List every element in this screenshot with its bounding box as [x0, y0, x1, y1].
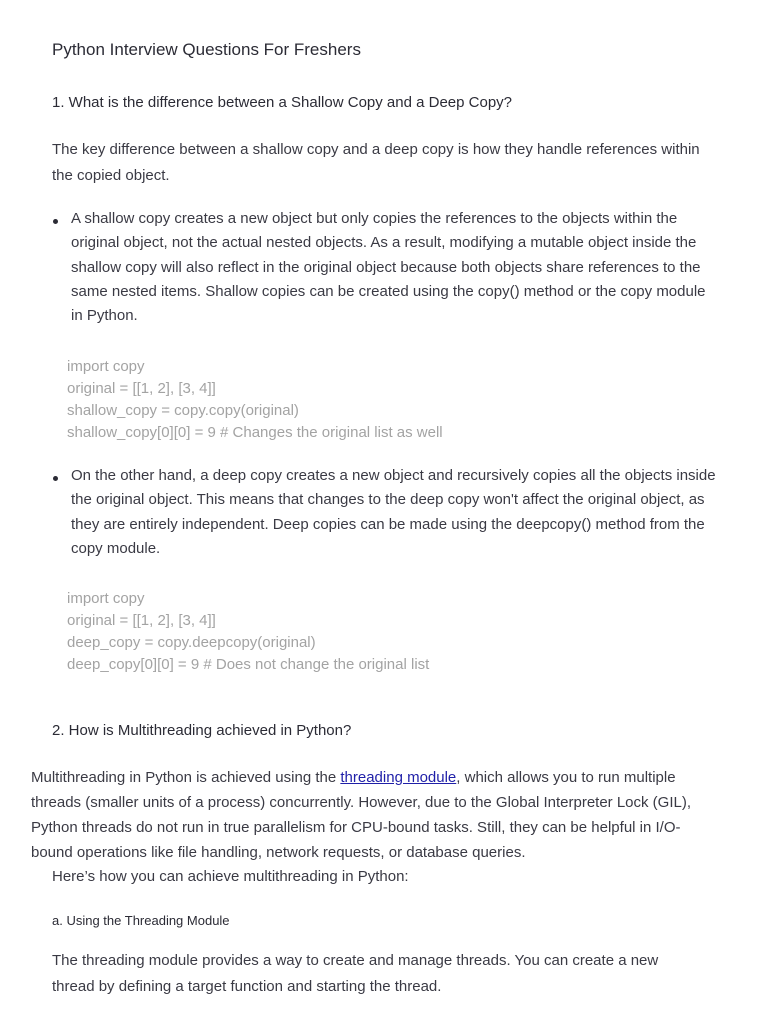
code-block-deep	[67, 588, 429, 676]
code-line: import copy	[67, 590, 145, 607]
threading-module-paragraph: The threading module provides a way to create and manage threads. You can create a new thread by deﬁning a target function and starting the thread.	[52, 952, 659, 995]
code-line: deep_copy[0][0] = 9 # Does not change the original list	[67, 656, 430, 673]
code-line: import copy	[67, 358, 145, 375]
code-line: deep_copy = copy.deepcopy(original)	[67, 634, 316, 651]
question-1-intro: The key difference between a shallow copy and a deep copy is how they handle references within the copied object.	[52, 141, 700, 184]
code-line: shallow_copy = copy.copy(original)	[67, 402, 299, 419]
paragraph-text: , which allows you to run multiple threads (smaller units of a process) concurrently. However, due to the Global Interpreter Lock (GIL), Python threads do not run in true parallelism for CPU-bound tasks. Still, they can be helpful in I/O-bound operations like ﬁle handling, network requests, or database queries.	[31, 769, 692, 861]
paragraph-text: Multithreading in Python is achieved using the	[31, 769, 341, 786]
bullet-dot	[53, 476, 58, 481]
code-line: original = [[1, 2], [3, 4]]	[67, 612, 216, 629]
multithreading-paragraph	[31, 765, 711, 865]
question-1-heading: 1. What is the difference between a Shallow Copy and a Deep Copy?	[52, 94, 513, 111]
deep-copy-bullet: On the other hand, a deep copy creates a new object and recursively copies all the objects inside the original object. This means that changes to the deep copy won't affect the original object, as they are entirely independent. Deep copies can be made using the deepcopy() method from the copy module.	[71, 467, 716, 557]
bullet-dot	[53, 219, 58, 224]
threading-module-link[interactable]: threading module	[340, 769, 457, 786]
page-title: Python Interview Questions For Freshers	[52, 40, 361, 59]
code-line: original = [[1, 2], [3, 4]]	[67, 380, 216, 397]
code-line: shallow_copy[0][0] = 9 # Changes the original list as well	[67, 424, 443, 441]
how-to-text: Here’s how you can achieve multithreading in Python:	[52, 868, 409, 885]
subheading-threading-module: a. Using the Threading Module	[52, 913, 230, 928]
question-2-heading: 2. How is Multithreading achieved in Python?	[52, 722, 352, 739]
code-block-shallow	[67, 356, 443, 444]
shallow-copy-bullet: A shallow copy creates a new object but only copies the references to the objects within the original object, not the actual nested objects. As a result, modifying a mutable object inside the shallow copy will also reﬂect in the original object because both objects share references to the same nested items. Shallow copies can be created using the copy() method or the copy module in Python.	[71, 210, 706, 325]
